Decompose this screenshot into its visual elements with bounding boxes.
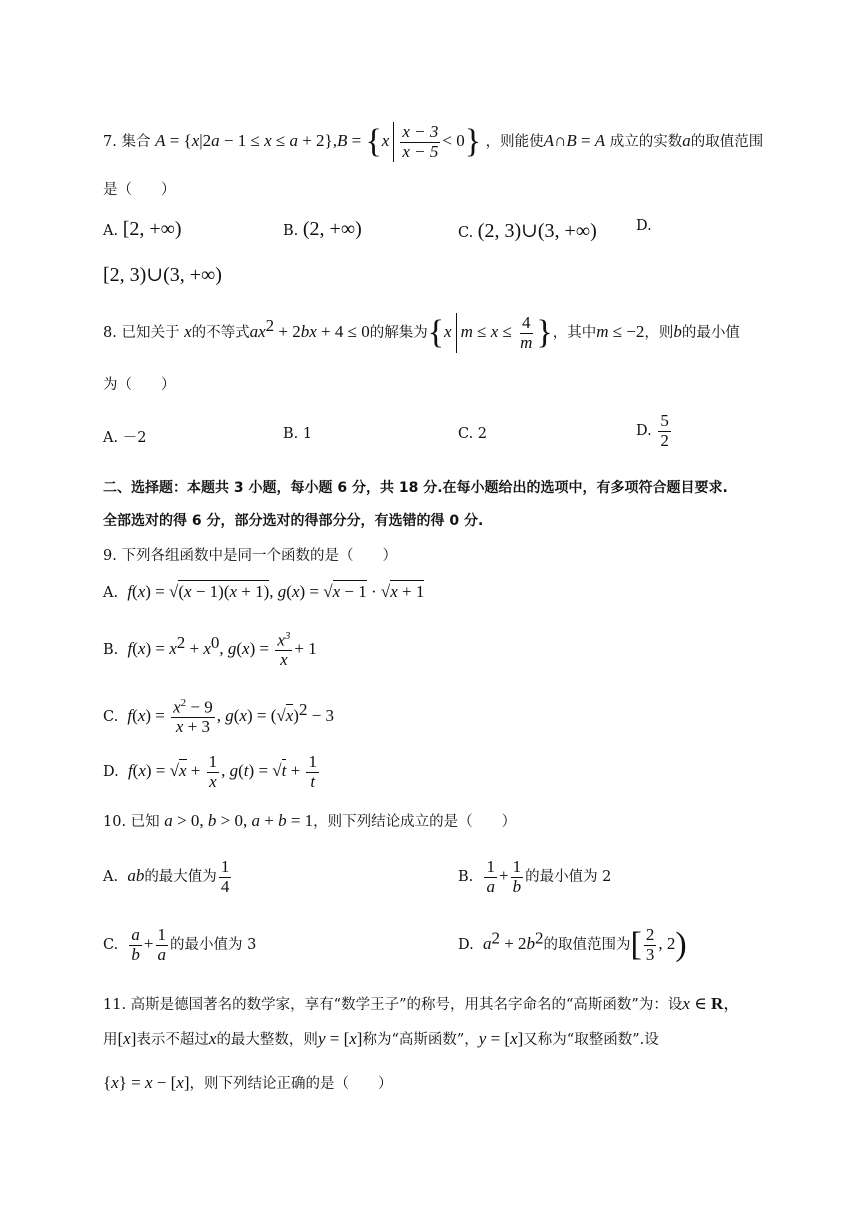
q8-cont: 为（ ） [103, 377, 176, 393]
q8-option-b: B. 1 [283, 426, 313, 442]
q7-prefix: 7. 集合 [103, 134, 151, 150]
q8-option-d: D. $\frac{5}{2}$ [636, 411, 669, 450]
q8-option-c: C. 2 [458, 426, 488, 442]
q9-option-d: D. f(x) = √x + $\frac{1}{x}$ , g(t) = √t + $\frac{1}{t}$ [103, 752, 317, 791]
q9-option-b: B. $f(x) = x^2 + x^0$, g(x) = $\frac{x^3}{x}$ + 1 [103, 630, 317, 670]
q7-option-d: D. [636, 218, 652, 234]
q10-option-d: D. $a^2 + 2b^2$的取值范围为[ $\frac{2}{3}$ , 2) [458, 925, 687, 964]
q7-suffix2: 成立的实数 [609, 134, 683, 150]
section2-heading-line2: 全部选对的得 6 分，部分选对的得部分分，有选错的得 0 分. [103, 513, 484, 529]
q8-stem: 8. 已知关于 x的不等式$ax^2 + 2bx + 4 \le 0$的解集为{x m ≤ x ≤ $\frac{4}{m}$ }，其中m ≤ −2，则b的最小值 [103, 312, 740, 352]
q11-line3: {x} = x − [x]，则下列结论正确的是（ ） [103, 1073, 393, 1092]
q10-option-a: A. ab的最大值为 $\frac{1}{4}$ [103, 857, 230, 896]
q9-stem: 9. 下列各组函数中是同一个函数的是（ ） [103, 548, 397, 564]
q9-option-a: A. f(x) = √(x − 1)(x + 1), g(x) = √x − 1 · √x + 1 [103, 582, 425, 601]
q7-option-c: C. (2, 3)∪(3, +∞) [458, 220, 597, 242]
q7-suffix: ，则能使 [485, 134, 544, 150]
q7-stem: 7. 集合 A = {x|2a − 1 ≤ x ≤ a + 2},B = {x $\frac{x - 3}{x - 5}$ < 0} ，则能使A∩B = A 成立的实数a的取值范围 [103, 121, 764, 161]
q9-option-c: C. f(x) = $\frac{x^2 - 9}{x + 3}$ , $g(x) = (√x)^2 - 3$ [103, 697, 335, 737]
q7-option-a: A. [2, +∞) [103, 218, 182, 240]
q11-line1: 11. 高斯是德国著名的数学家，享有“数学王子”的称号，用其名字命名的“高斯函数”为：设x ∈ R， [103, 994, 741, 1013]
q8-option-a: A. －2 [103, 430, 147, 446]
q7-suffix3: 的取值范围 [690, 134, 764, 150]
q11-line2: 用[x]表示不超过x的最大整数，则y = [x]称为“高斯函数”，y = [x]又称为“取整函数”.设 [103, 1029, 659, 1048]
q7-option-d-value: [2, 3)∪(3, +∞) [103, 264, 222, 286]
q10-option-c: C. $\frac{a}{b}$ + $\frac{1}{a}$ 的最小值为 3 [103, 925, 257, 964]
q7-cont: 是（ ） [103, 182, 176, 198]
q7-option-b: B. (2, +∞) [283, 218, 362, 240]
section2-heading-line1: 二、选择题：本题共 3 小题，每小题 6 分，共 18 分.在每小题给出的选项中，有多项符合题目要求. [103, 480, 728, 496]
q10-option-b: B. $\frac{1}{a}$ + $\frac{1}{b}$ 的最小值为 2 [458, 857, 612, 896]
q10-stem: 10. 已知 a > 0, b > 0, a + b = 1，则下列结论成立的是（ ） [103, 811, 517, 830]
